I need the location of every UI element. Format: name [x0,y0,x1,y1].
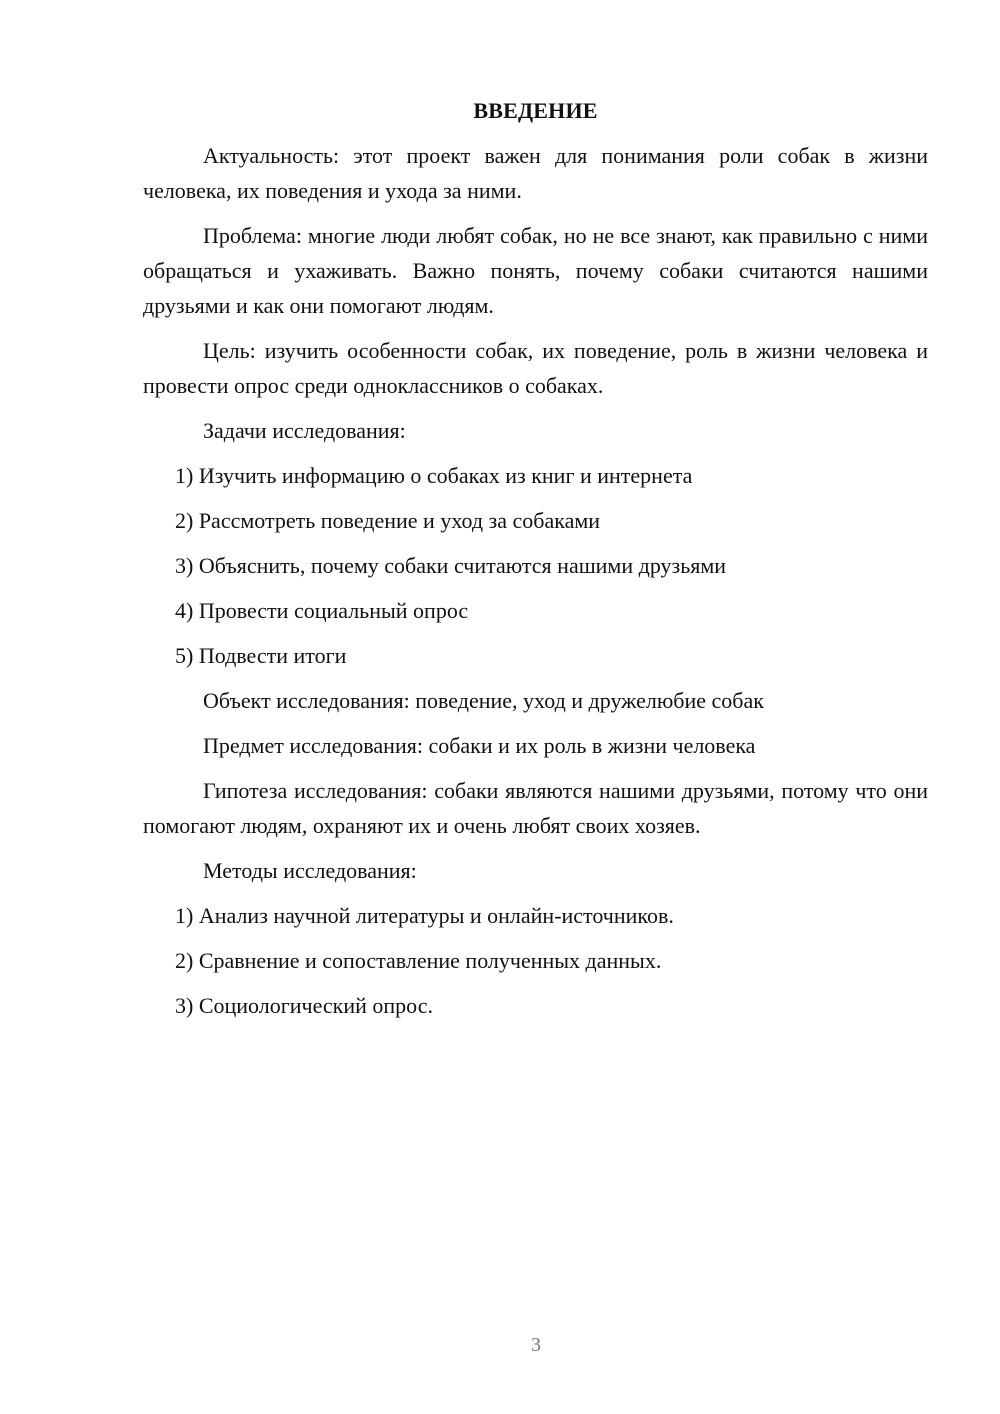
page-title: ВВЕДЕНИЕ [473,98,598,123]
page-content [143,93,928,1033]
task-item: 1) Изучить информацию о собаках из книг и интернета [175,463,693,488]
task-item: 4) Провести социальный опрос [175,598,469,623]
task-item: 2) Рассмотреть поведение и уход за собаками [175,508,601,533]
problem-paragraph: Проблема: многие люди любят собак, но не все знают, как правильно с ними обращаться и ухаживать. Важно понять, почему собаки считаются нашими друзьями и как они помогают людям. [143,223,928,318]
goal-paragraph: Цель: изучить особенности собак, их поведение, роль в жизни человека и провести опрос среди одноклассников о собаках. [143,338,928,398]
task-item: 5) Подвести итоги [175,643,347,668]
page-number: 3 [531,1334,541,1356]
object-paragraph: Объект исследования: поведение, уход и дружелюбие собак [203,688,764,713]
hypothesis-paragraph: Гипотеза исследования: собаки являются нашими друзьями, потому что они помогают людям, охраняют их и очень любят своих хозяев. [143,778,928,838]
method-item: 3) Социологический опрос. [175,993,433,1018]
tasks-heading: Задачи исследования: [203,418,406,443]
methods-heading: Методы исследования: [203,858,417,883]
task-item: 3) Объяснить, почему собаки считаются нашими друзьями [175,553,727,578]
subject-paragraph: Предмет исследования: собаки и их роль в жизни человека [203,733,756,758]
relevance-paragraph: Актуальность: этот проект важен для понимания роли собак в жизни человека, их поведения и ухода за ними. [143,143,928,203]
method-item: 2) Сравнение и сопоставление полученных данных. [175,948,662,973]
method-item: 1) Анализ научной литературы и онлайн-источников. [175,903,674,928]
